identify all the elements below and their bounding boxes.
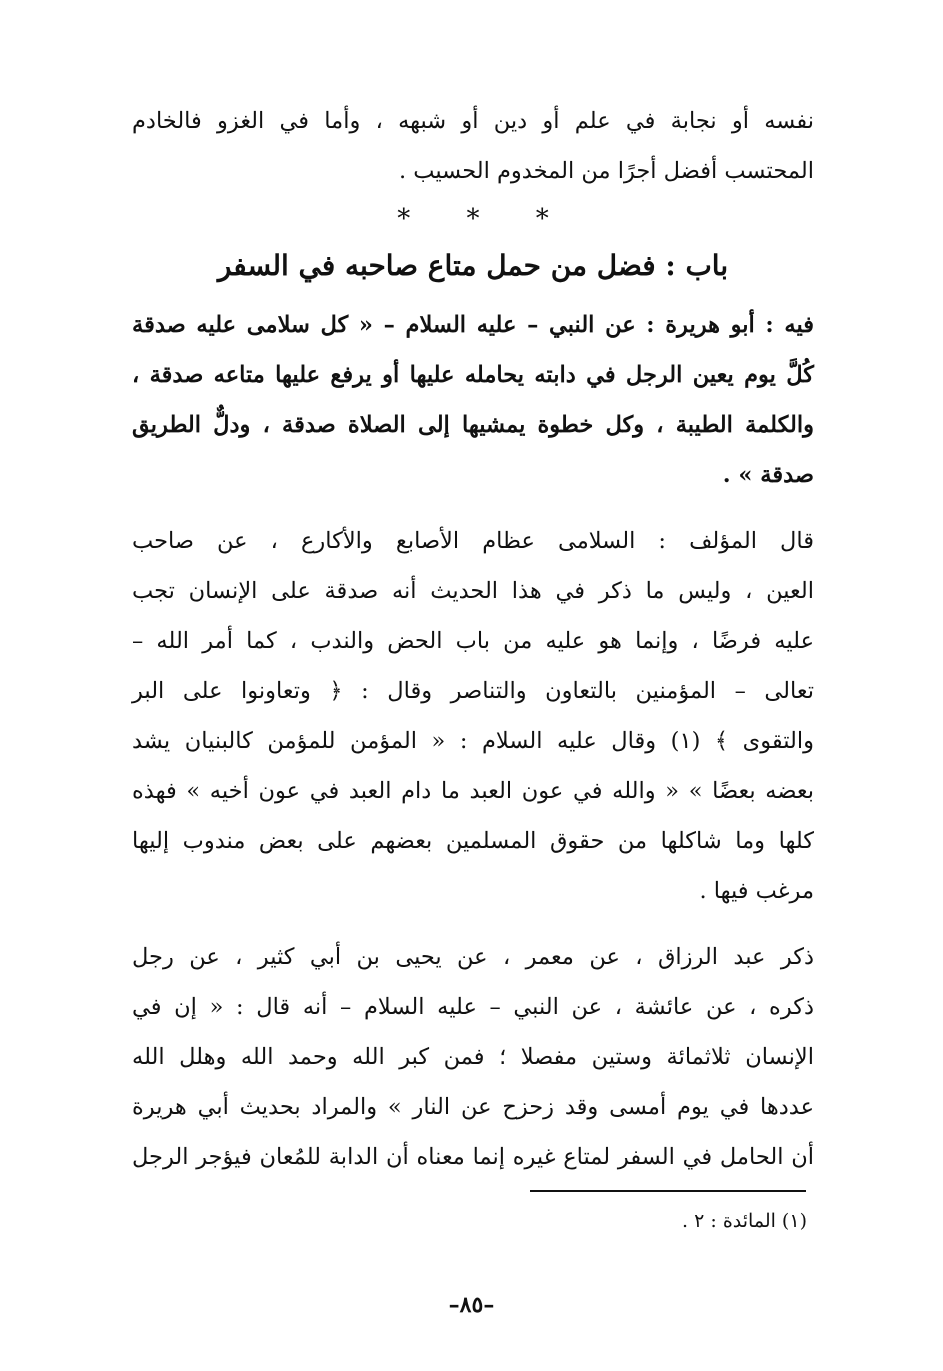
page-number: –٨٥– [448, 1292, 495, 1318]
text-line: صدقة » . [722, 462, 814, 488]
text-line: بعضه بعضًا » « والله في عون العبد ما دام العبد في عون أخيه » فهذه [132, 778, 814, 804]
text-line: العين ، وليس ما ذكر في هذا الحديث أنه صدقة على الإنسان تجب [132, 578, 814, 604]
commentary-paragraph [132, 516, 814, 916]
chapter-title: باب : فضل من حمل متاع صاحبه في السفر [217, 249, 729, 282]
separator-star: * [397, 204, 411, 234]
text-line: والتقوى ﴾ (١) وقال عليه السلام : « المؤمن للمؤمن كالبنيان يشد [132, 728, 814, 754]
text-line: مرغب فيها . [699, 878, 814, 904]
text-line: عليه فرضًا ، وإنما هو عليه من باب الحض والندب ، كما أمر الله – [132, 628, 814, 654]
section-separator [132, 204, 814, 234]
footnote: (١) المائدة : ٢ . [682, 1210, 807, 1232]
text-line: نفسه أو نجابة في علم أو دين أو شبهه ، وأما في الغزو فالخادم [132, 108, 814, 134]
separator-star: * [535, 204, 549, 234]
paragraph-gap [132, 500, 814, 516]
text-line: كُلَّ يوم يعين الرجل في دابته يحامله عليها أو يرفع عليها متاعه صدقة ، [132, 362, 814, 388]
intro-paragraph [132, 96, 814, 196]
text-line: المحتسب أفضل أجرًا من المخدوم الحسيب . [398, 158, 814, 184]
separator-star: * [466, 204, 480, 234]
text-line: الإنسان ثلاثمائة وستين مفصلا ؛ فمن كبر الله وحمد الله وهلل الله [132, 1044, 814, 1070]
text-line: قال المؤلف : السلامى عظام الأصابع والأكارع ، عن صاحب [132, 528, 814, 554]
page-body [132, 96, 814, 1182]
text-line: تعالى – المؤمنين بالتعاون والتناصر وقال : ﴿ وتعاونوا على البر [132, 678, 814, 704]
text-line: فيه : أبو هريرة : عن النبي – عليه السلام – « كل سلامى عليه صدقة [132, 312, 814, 338]
footnote-divider [530, 1190, 806, 1192]
text-line: كلها وما شاكلها من حقوق المسلمين بعضهم على بعض مندوب إليها [132, 828, 814, 854]
text-line: أن الحامل في السفر لمتاع غيره إنما معناه أن الدابة للمُعان فيؤجر الرجل [132, 1144, 814, 1170]
narration-paragraph [132, 932, 814, 1182]
text-line: والكلمة الطيبة ، وكل خطوة يمشيها إلى الصلاة صدقة ، ودلٌّ الطريق [132, 412, 814, 438]
paragraph-gap [132, 916, 814, 932]
hadith-paragraph [132, 300, 814, 500]
text-line: ذكره ، عن عائشة ، عن النبي – عليه السلام – أنه قال : « إن في [132, 994, 814, 1020]
text-line: عددها في يوم أمسى وقد زحزح عن النار » والمراد بحديث أبي هريرة [132, 1094, 814, 1120]
text-line: ذكر عبد الرزاق ، عن معمر ، عن يحيى بن أبي كثير ، عن رجل [132, 944, 814, 970]
